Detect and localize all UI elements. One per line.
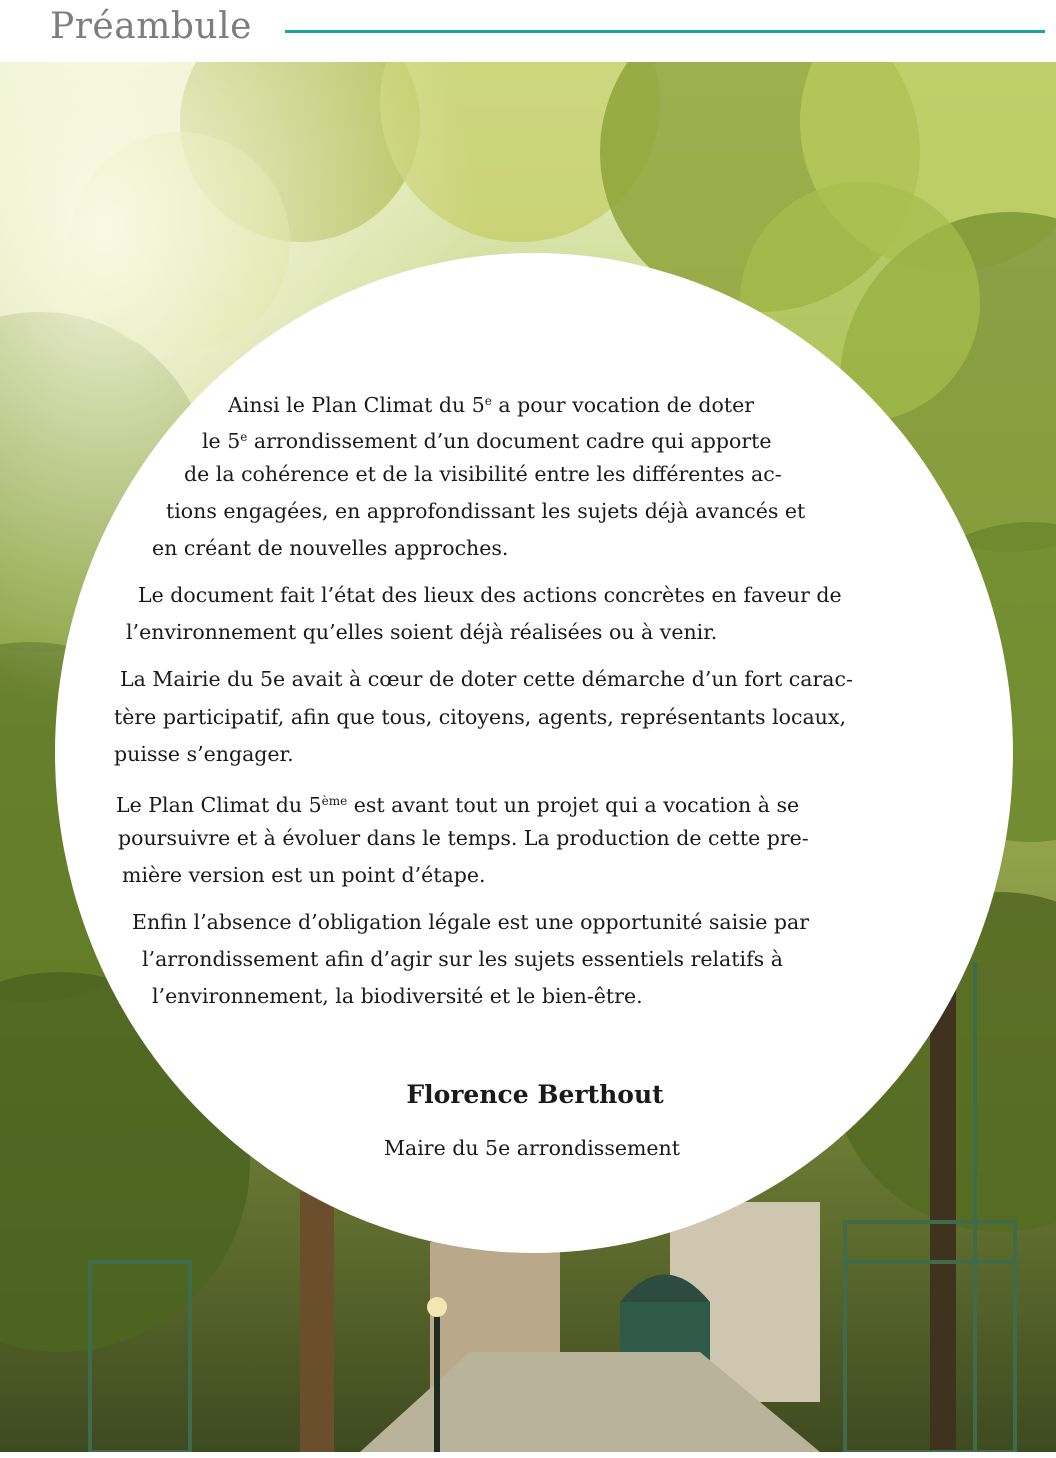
signature-name: Florence Berthout bbox=[406, 1080, 664, 1109]
paragraph-5-line-2: l’arrondissement afin d’agir sur les sujets essentiels relatifs à bbox=[142, 947, 783, 971]
header-rule bbox=[285, 30, 1045, 33]
paragraph-4-line-2: poursuivre et à évoluer dans le temps. La production de cette pre- bbox=[118, 826, 809, 850]
paragraph-3-line-1: La Mairie du 5e avait à cœur de doter cette démarche d’un fort carac- bbox=[120, 667, 853, 691]
paragraph-1-line-4: tions engagées, en approfondissant les sujets déjà avancés et bbox=[166, 499, 806, 523]
paragraph-4-line-1: Le Plan Climat du 5ème est avant tout un projet qui a vocation à se bbox=[116, 793, 800, 817]
paragraph-3-line-2: tère participatif, afin que tous, citoyens, agents, représentants locaux, bbox=[114, 705, 846, 729]
paragraph-1-line-5: en créant de nouvelles approches. bbox=[152, 536, 509, 560]
paragraph-2-line-2: l’environnement qu’elles soient déjà réalisées ou à venir. bbox=[126, 620, 718, 644]
paragraph-5-line-1: Enfin l’absence d’obligation légale est une opportunité saisie par bbox=[132, 910, 810, 934]
paragraph-1-line-2: le 5e arrondissement d’un document cadre qui apporte bbox=[202, 429, 772, 453]
signature-role: Maire du 5e arrondissement bbox=[384, 1136, 680, 1160]
paragraph-5-line-3: l’environnement, la biodiversité et le bien-être. bbox=[152, 984, 643, 1008]
paragraph-3-line-3: puisse s’engager. bbox=[114, 742, 294, 766]
paragraph-2-line-1: Le document fait l’état des lieux des actions concrètes en faveur de bbox=[138, 583, 842, 607]
page-title: Préambule bbox=[50, 6, 252, 47]
paragraph-1-line-3: de la cohérence et de la visibilité entre les différentes ac- bbox=[184, 462, 782, 486]
header bbox=[0, 0, 1056, 62]
paragraph-4-line-3: mière version est un point d’étape. bbox=[122, 863, 486, 887]
paragraph-1-line-1: Ainsi le Plan Climat du 5e a pour vocation de doter bbox=[228, 393, 755, 417]
text-circle bbox=[55, 253, 1013, 1253]
